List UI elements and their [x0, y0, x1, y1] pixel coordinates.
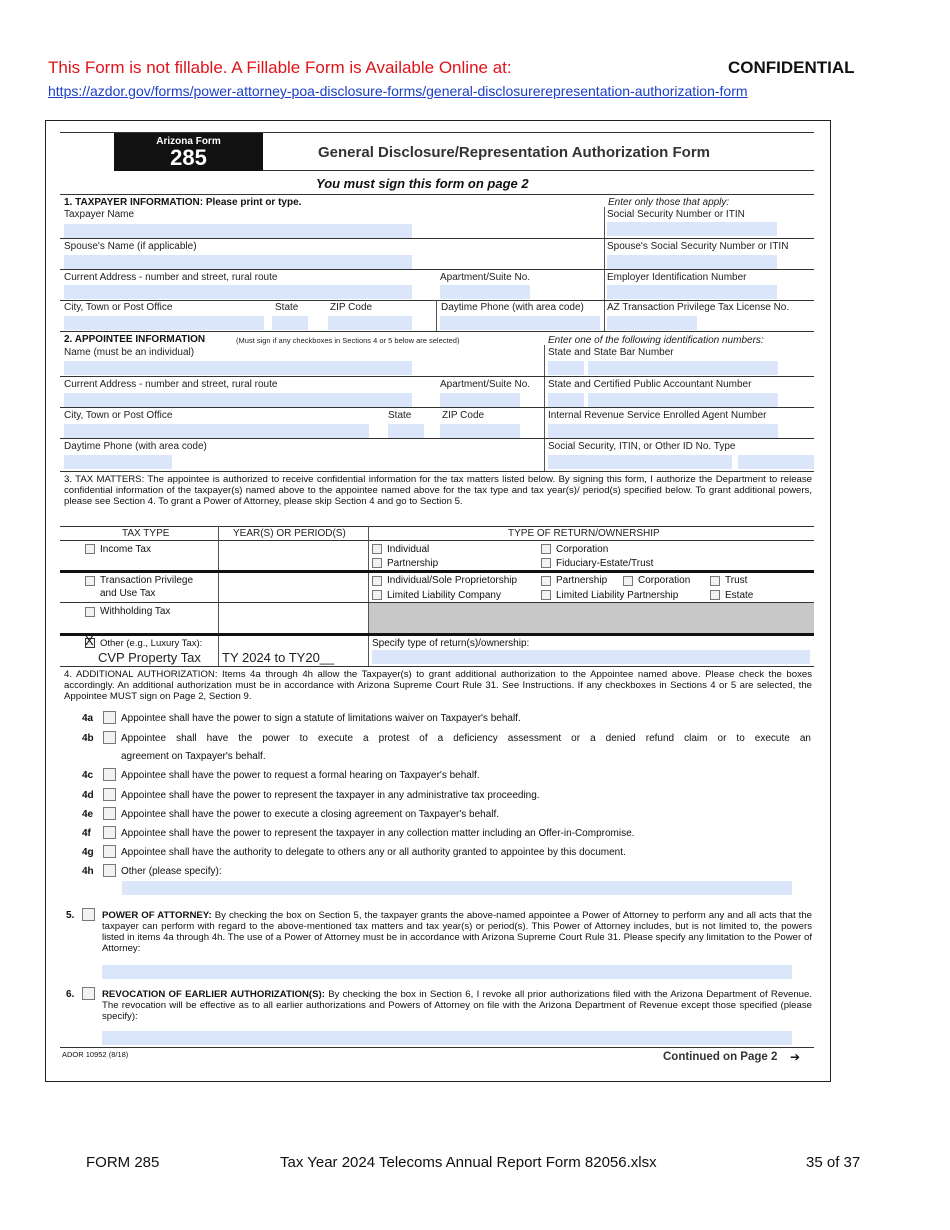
llp-checkbox[interactable]	[541, 590, 551, 600]
appointee-city-label: City, Town or Post Office	[64, 410, 173, 421]
must-sign-note: You must sign this form on page 2	[316, 176, 529, 191]
row-rule	[60, 376, 814, 377]
item-4f-text: Appointee shall have the power to represent the taxpayer in any collection matter including an Offer-in-Compromise.	[121, 828, 635, 839]
row-rule	[60, 526, 814, 527]
item-4h-id: 4h	[82, 866, 94, 877]
arrow-right-icon: ➔	[790, 1050, 801, 1064]
spouse-ssn-field[interactable]	[607, 255, 777, 269]
item-4f-id: 4f	[82, 828, 91, 839]
section2-divider	[544, 345, 545, 471]
footer-form-label: FORM 285	[86, 1154, 160, 1171]
taxpayer-apt-field[interactable]	[440, 285, 530, 299]
individual-label: Individual	[387, 544, 430, 555]
ein-label: Employer Identification Number	[607, 272, 747, 283]
individual-checkbox[interactable]	[372, 544, 382, 554]
section1-title: 1. TAXPAYER INFORMATION: Please print or type.	[64, 197, 302, 208]
state-bar-label: State and State Bar Number	[548, 347, 674, 358]
llp-label: Limited Liability Partnership	[556, 590, 679, 601]
section1-top-rule	[60, 194, 814, 195]
partnership-checkbox[interactable]	[372, 558, 382, 568]
taxpayer-phone-label: Daytime Phone (with area code)	[441, 302, 584, 313]
corporation2-checkbox[interactable]	[623, 576, 633, 586]
item-4h-checkbox[interactable]	[103, 864, 116, 877]
corporation-label: Corporation	[556, 544, 609, 555]
appointee-zip-label: ZIP Code	[442, 410, 485, 421]
ssn-field[interactable]	[607, 222, 777, 236]
enter-only-note: Enter only those that apply:	[608, 197, 730, 208]
other-tax-label: Other (e.g., Luxury Tax):	[100, 638, 203, 649]
ein-field[interactable]	[607, 285, 777, 299]
taxpayer-city-field[interactable]	[64, 316, 264, 330]
revocation-exceptions-field[interactable]	[102, 1031, 792, 1045]
income-tax-label: Income Tax	[100, 544, 151, 555]
form-number-badge	[114, 133, 263, 171]
income-tax-checkbox[interactable]	[85, 544, 95, 554]
item-4a-text: Appointee shall have the power to sign a statute of limitations waiver on Taxpayer's behalf.	[121, 713, 521, 724]
spouse-name-field[interactable]	[64, 255, 412, 269]
item-4d-id: 4d	[82, 790, 94, 801]
taxpayer-apt-label: Apartment/Suite No.	[440, 272, 531, 283]
tpt-checkbox[interactable]	[85, 576, 95, 586]
sole-prop-label: Individual/Sole Proprietorship	[387, 575, 518, 586]
bar-number-field[interactable]	[588, 361, 778, 375]
table-thick-rule	[60, 633, 814, 636]
taxpayer-name-field[interactable]	[64, 224, 412, 238]
tpt-label-line1: Transaction Privilege	[100, 575, 194, 586]
partnership-label: Partnership	[387, 558, 439, 569]
form-code: ADOR 10952 (8/18)	[62, 1050, 129, 1059]
row-rule	[60, 269, 814, 270]
enter-one-note: Enter one of the following identification numbers:	[548, 335, 764, 346]
tax-type-header: TAX TYPE	[122, 528, 170, 539]
specify-return-label: Specify type of return(s)/ownership:	[372, 638, 530, 649]
item-4g-id: 4g	[82, 847, 94, 858]
form-bottom-rule	[60, 1047, 814, 1048]
section2-note: (Must sign if any checkboxes in Sections 4 or 5 below are selected)	[236, 336, 460, 345]
item-4a-checkbox[interactable]	[103, 711, 116, 724]
other-tax-value[interactable]: CVP Property Tax	[98, 650, 201, 665]
section6-text	[102, 989, 812, 1022]
return-type-header: TYPE OF RETURN/OWNERSHIP	[508, 528, 660, 539]
section6-title: REVOCATION OF EARLIER AUTHORIZATION(S):	[102, 989, 325, 1000]
other-tax-years[interactable]: TY 2024 to TY20__	[222, 650, 335, 665]
header-bottom-rule	[263, 170, 814, 171]
item-4g-text: Appointee shall have the authority to delegate to others any or all authority granted to appointee by this document.	[121, 847, 626, 858]
confidential-label: CONFIDENTIAL	[728, 58, 855, 77]
estate-label: Estate	[725, 590, 754, 601]
tpt-license-label: AZ Transaction Privilege Tax License No.	[607, 302, 790, 313]
col-divider	[368, 526, 369, 666]
taxpayer-city-label: City, Town or Post Office	[64, 302, 173, 313]
corporation2-label: Corporation	[638, 575, 691, 586]
trust-label: Trust	[725, 575, 748, 586]
other-id-label: Social Security, ITIN, or Other ID No. Type	[548, 441, 736, 452]
estate-checkbox[interactable]	[710, 590, 720, 600]
item-4d-checkbox[interactable]	[103, 788, 116, 801]
appointee-apt-field[interactable]	[440, 393, 520, 407]
item-4a-id: 4a	[82, 713, 94, 724]
arizona-form-label: Arizona Form	[156, 136, 221, 147]
appointee-state-field[interactable]	[388, 424, 424, 438]
taxpayer-name-label: Taxpayer Name	[64, 209, 135, 220]
cpa-number-field[interactable]	[588, 393, 778, 407]
cpa-state-field[interactable]	[548, 393, 584, 407]
appointee-zip-field[interactable]	[440, 424, 520, 438]
appointee-state-label: State	[388, 410, 412, 421]
row-rule	[60, 666, 814, 667]
item-4c-text: Appointee shall have the power to request a formal hearing on Taxpayer's behalf.	[121, 770, 480, 781]
item-4c-id: 4c	[82, 770, 94, 781]
table-thick-rule	[60, 570, 814, 573]
irs-agent-field[interactable]	[548, 424, 778, 438]
section2-title: 2. APPOINTEE INFORMATION	[64, 334, 206, 345]
section5-body: By checking the box on Section 5, the taxpayer grants the above-named appointee a Power of Attorney to perform any and all acts that the taxpayer can perform with regard to the above-mentioned tax matters and tax year(s) or period(s). This Power of Attorney includes, but is not limited to, the powers listed in items 4a through 4h. The use of a Power of Attorney must be in accordance with Arizona Supreme Court Rule 31. Please specify any limitation to the Power of Attorney:	[102, 910, 812, 954]
power-of-attorney-checkbox[interactable]	[82, 908, 95, 921]
appointee-name-field[interactable]	[64, 361, 412, 375]
item-4e-checkbox[interactable]	[103, 807, 116, 820]
withholding-label: Withholding Tax	[100, 606, 171, 617]
other-id-field[interactable]	[548, 455, 732, 469]
row-rule	[60, 471, 814, 472]
item-4b-id: 4b	[82, 733, 94, 744]
appointee-apt-label: Apartment/Suite No.	[440, 379, 531, 390]
irs-agent-label: Internal Revenue Service Enrolled Agent Number	[548, 410, 767, 421]
llc-checkbox[interactable]	[372, 590, 382, 600]
other-id-type-field[interactable]	[738, 455, 814, 469]
row-rule	[60, 300, 814, 301]
item-4e-text: Appointee shall have the power to execute a closing agreement on Taxpayer's behalf.	[121, 809, 500, 820]
llc-label: Limited Liability Company	[387, 590, 501, 601]
section5-title: POWER OF ATTORNEY:	[102, 910, 212, 921]
item-4b-text: Appointee shall have the power to execute a protest of a deficiency assessment or a denied refund claim or to execute an	[121, 733, 811, 744]
cell-divider	[436, 300, 437, 331]
item-4c-checkbox[interactable]	[103, 768, 116, 781]
footer-page-number: 35 of 37	[806, 1154, 861, 1171]
item-4f-checkbox[interactable]	[103, 826, 116, 839]
years-header: YEAR(S) OR PERIOD(S)	[233, 528, 346, 539]
fiduciary-label: Fiduciary-Estate/Trust	[556, 558, 654, 569]
row-rule	[60, 331, 814, 332]
item-4b-checkbox[interactable]	[103, 731, 116, 744]
footer-file-name: Tax Year 2024 Telecoms Annual Report Form 82056.xlsx	[280, 1154, 657, 1171]
row-rule	[60, 407, 814, 408]
taxpayer-state-field[interactable]	[272, 316, 308, 330]
tpt-license-field[interactable]	[607, 316, 697, 330]
corporation-checkbox[interactable]	[541, 544, 551, 554]
poa-limitation-field[interactable]	[102, 965, 792, 979]
partnership2-checkbox[interactable]	[541, 576, 551, 586]
trust-checkbox[interactable]	[710, 576, 720, 586]
ssn-label: Social Security Number or ITIN	[607, 209, 745, 220]
item-4b-text-cont: agreement on Taxpayer's behalf.	[121, 751, 266, 762]
spouse-ssn-label: Spouse's Social Security Number or ITIN	[607, 241, 789, 252]
row-rule	[60, 540, 814, 541]
appointee-city-field[interactable]	[64, 424, 369, 438]
taxpayer-zip-field[interactable]	[328, 316, 412, 330]
bar-state-field[interactable]	[548, 361, 584, 375]
form-title: General Disclosure/Representation Authorization Form	[318, 144, 711, 161]
section3-text: 3. TAX MATTERS: The appointee is authorized to receive confidential information for the tax matters listed below. By signing this form, I authorize the Department to release confidential information of the taxpayer(s) named above to the appointee named above for the tax type and tax year(s)/ period(s) specified below. To grant additional powers, please see Section 4. To grant a Power of Attorney, please skip Section 4 and go to Section 5.	[64, 474, 812, 507]
withholding-checkbox[interactable]	[85, 607, 95, 617]
taxpayer-address-label: Current Address - number and street, rural route	[64, 272, 278, 283]
taxpayer-address-field[interactable]	[64, 285, 412, 299]
taxpayer-phone-field[interactable]	[440, 316, 600, 330]
header-top-rule	[60, 132, 814, 133]
row-rule	[60, 438, 814, 439]
partnership2-label: Partnership	[556, 575, 608, 586]
fillable-form-link[interactable]: https://azdor.gov/forms/power-attorney-poa-disclosure-forms/general-disclosurerepresentation-authorization-form	[48, 83, 748, 99]
fiduciary-checkbox[interactable]	[541, 558, 551, 568]
section6-body: By checking the box in Section 6, I revoke all prior authorizations filed with the Arizona Department of Revenue. The revocation will be effective as to all earlier authorizations and Powers of Attorney on file with the Arizona Department of Revenue except those specified (please specify):	[102, 989, 812, 1022]
section5-number: 5.	[66, 910, 75, 921]
tpt-label-line2: and Use Tax	[100, 588, 156, 599]
sole-prop-checkbox[interactable]	[372, 576, 382, 586]
section6-number: 6.	[66, 989, 75, 1000]
taxpayer-state-label: State	[275, 302, 299, 313]
withholding-shaded-area	[369, 603, 814, 633]
other-tax-check-mark: X	[85, 633, 94, 648]
item-4h-field[interactable]	[122, 881, 792, 895]
appointee-phone-field[interactable]	[64, 455, 172, 469]
spouse-name-label: Spouse's Name (if applicable)	[64, 241, 197, 252]
revocation-checkbox[interactable]	[82, 987, 95, 1000]
fillable-notice: This Form is not fillable. A Fillable Form is Available Online at:	[48, 58, 512, 77]
specify-return-field[interactable]	[372, 650, 810, 664]
section4-text: 4. ADDITIONAL AUTHORIZATION: Items 4a through 4h allow the Taxpayer(s) to grant additional authorization to the Appointee named above. Please check the boxes accordingly. An additional authorization must be in accordance with Arizona Supreme Court Rule 31. See Instructions. If any checkboxes in Sections 4 or 5 are selected, the Appointee MUST sign on Page 2, Section 9.	[64, 669, 812, 702]
col-divider	[218, 526, 219, 666]
item-4g-checkbox[interactable]	[103, 845, 116, 858]
item-4h-text: Other (please specify):	[121, 866, 222, 877]
appointee-address-field[interactable]	[64, 393, 412, 407]
cpa-label: State and Certified Public Accountant Number	[548, 379, 752, 390]
appointee-address-label: Current Address - number and street, rural route	[64, 379, 278, 390]
item-4d-text: Appointee shall have the power to represent the taxpayer in any administrative tax proceeding.	[121, 790, 540, 801]
section5-text	[102, 910, 812, 954]
row-rule	[60, 238, 814, 239]
item-4e-id: 4e	[82, 809, 94, 820]
form-number: 285	[170, 145, 207, 170]
appointee-name-label: Name (must be an individual)	[64, 347, 195, 358]
appointee-phone-label: Daytime Phone (with area code)	[64, 441, 207, 452]
continued-label: Continued on Page 2	[663, 1051, 778, 1063]
taxpayer-zip-label: ZIP Code	[330, 302, 373, 313]
